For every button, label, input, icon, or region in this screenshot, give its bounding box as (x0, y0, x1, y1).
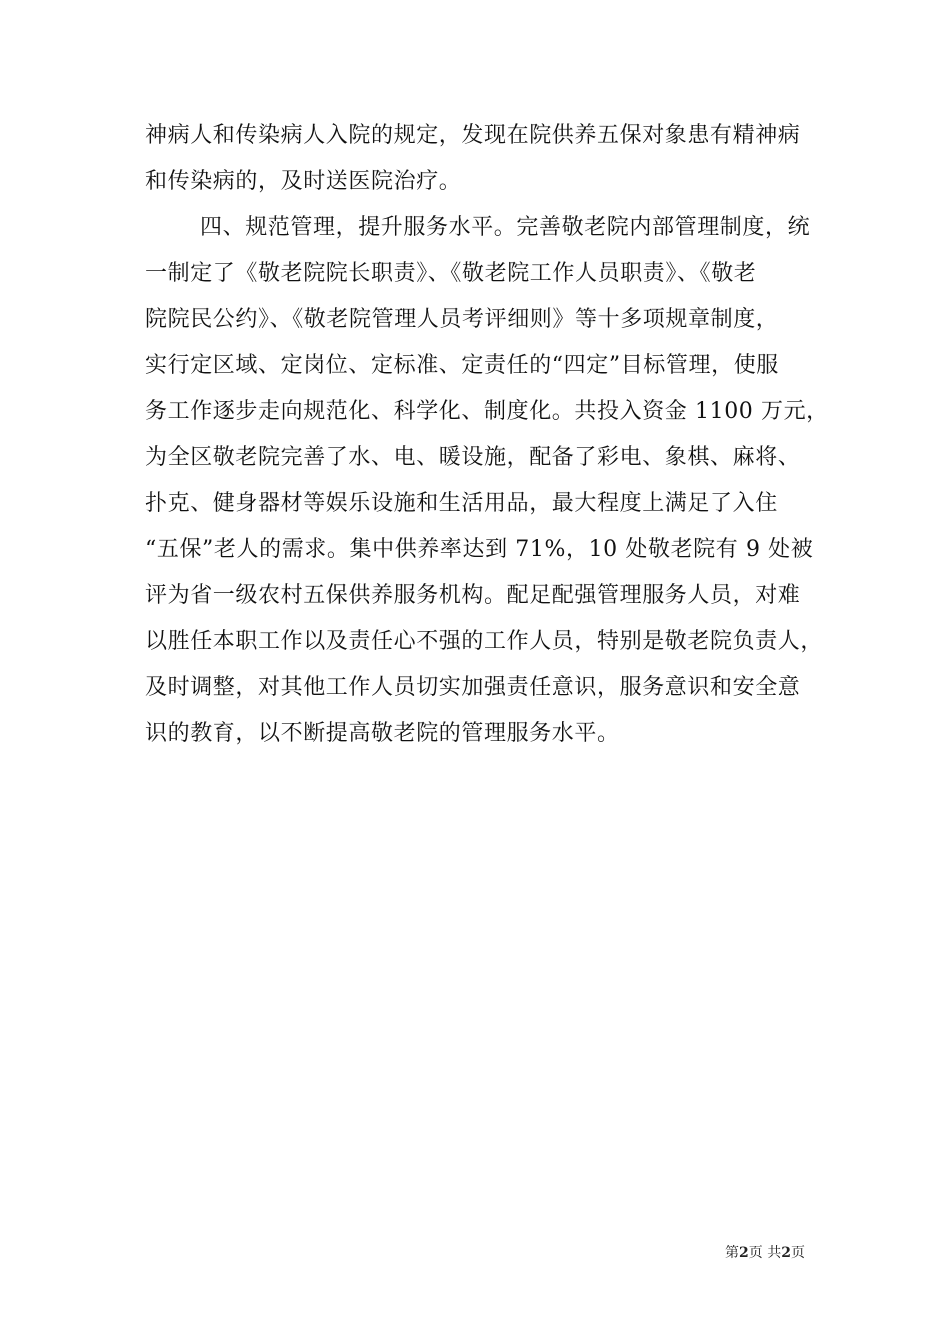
text-line-9: 扑克、健身器材等娱乐设施和生活用品，最大程度上满足了入住 (145, 491, 778, 516)
page-total: 2 (781, 1245, 791, 1261)
page-number-footer (725, 1244, 805, 1262)
text-line-12: 以胜任本职工作以及责任心不强的工作人员，特别是敬老院负责人， (145, 629, 824, 654)
page-middle: 页 共 (748, 1245, 782, 1261)
page-suffix: 页 (791, 1245, 805, 1261)
text-line-10: “五保”老人的需求。集中供养率达到 71%，10 处敬老院有 9 处被 (145, 537, 814, 562)
text-line-5: 院院民公约》、《敬老院管理人员考评细则》等十多项规章制度， (145, 307, 779, 332)
text-line-2: 和传染病的，及时送医院治疗。 (145, 169, 462, 194)
text-line-13: 及时调整，对其他工作人员切实加强责任意识，服务意识和安全意 (145, 675, 801, 700)
text-line-11: 评为省一级农村五保供养服务机构。配足配强管理服务人员，对难 (145, 583, 801, 608)
text-line-7: 务工作逐步走向规范化、科学化、制度化。共投入资金 1100 万元， (145, 399, 829, 424)
text-line-6: 实行定区域、定岗位、定标准、定责任的“四定”目标管理，使服 (145, 353, 779, 378)
text-line-1: 神病人和传染病人入院的规定，发现在院供养五保对象患有精神病 (145, 123, 801, 148)
text-line-4: 一制定了《敬老院院长职责》、《敬老院工作人员职责》、《敬老 (145, 261, 757, 286)
text-line-14: 识的教育，以不断提高敬老院的管理服务水平。 (145, 721, 620, 746)
text-line-8: 为全区敬老院完善了水、电、暖设施，配备了彩电、象棋、麻将、 (145, 445, 801, 470)
page-current: 2 (739, 1245, 749, 1261)
page-prefix: 第 (725, 1245, 740, 1261)
body-text (145, 113, 829, 757)
section-heading-line: 四、规范管理，提升服务水平。完善敬老院内部管理制度，统 (200, 215, 811, 240)
